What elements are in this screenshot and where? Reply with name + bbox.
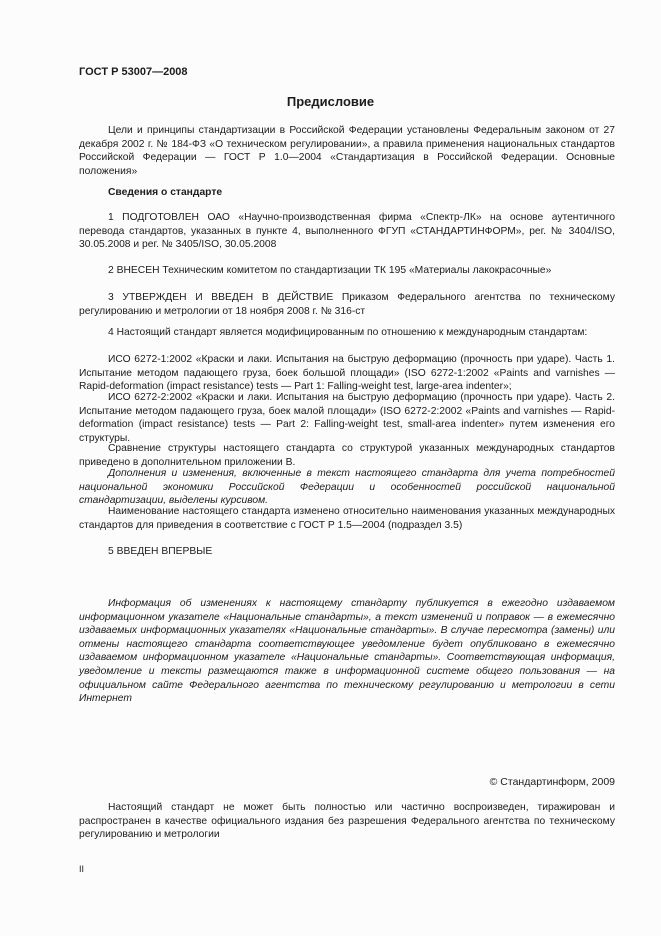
item-1: 1 ПОДГОТОВЛЕН ОАО «Научно-производственная фирма «Спектр-ЛК» на основе аутентичного перевода стандартов, указанных в пункте 4, выполненного ФГУП «СТАНДАРТИНФОРМ», рег. № 3404/ISO, 30.05.2008 и рег. № 3405/ISO, 30.05.2008 [79, 212, 615, 251]
document-header: ГОСТ Р 53007—2008 [79, 66, 188, 78]
item-4-iso-2: ИСО 6272-2:2002 «Краски и лаки. Испытания на быструю деформацию (прочность при ударе). Часть 2. Испытание методом падающего груза, боек малой площади» (ISO 6272-2:2002 «Paints and varnishes — Rapid-deformation (impact resistance) tests — Part 2: Falling-weight test, small-area indenter» путем изменения его структуры. [79, 392, 615, 444]
item-5: 5 ВВЕДЕН ВПЕРВЫЕ [108, 546, 213, 557]
page-title: Предисловие [286, 94, 375, 109]
section-title: Сведения о стандарте [108, 187, 223, 198]
page-number: II [79, 864, 85, 874]
item-2: 2 ВНЕСЕН Техническим комитетом по стандартизации ТК 195 «Материалы лакокрасочные» [108, 265, 552, 276]
intro-paragraph: Цели и принципы стандартизации в Российской Федерации установлены Федеральным законом от 27 декабря 2002 г. № 184-ФЗ «О техническом регулировании», а правила применения национальных стандартов Российской Федерации — ГОСТ Р 1.0—2004 «Стандартизация в Российской Федерации. Основные положения» [79, 125, 615, 177]
item-4: 4 Настоящий стандарт является модифицированным по отношению к международным стандартам: [108, 327, 588, 338]
changes-info-notice: Информация об изменениях к настоящему стандарту публикуется в ежегодно издаваемом информационном указателе «Национальные стандарты», а текст изменений и поправок — в ежемесячно издаваемых информационных указателях «Национальные стандарты». В случае пересмотра (замены) или отмены настоящего стандарта соответствующее уведомление будет опубликовано в ежемесячно издаваемом информационном указателе «Национальные стандарты». Соответствующая информация, уведомление и тексты размещаются также в информационной системе общего пользования — на официальном сайте Федерального агентства по техническому регулированию и метрологии в сети Интернет [79, 598, 615, 705]
item-4-comparison: Сравнение структуры настоящего стандарта со структурой указанных международных стандартов приведено в дополнительном приложении В. [79, 443, 615, 468]
item-4-naming: Наименование настоящего стандарта изменено относительно наименования указанных международных стандартов для приведения в соответствие с ГОСТ Р 1.5—2004 (подраздел 3.5) [79, 506, 615, 531]
rights-notice: Настоящий стандарт не может быть полностью или частично воспроизведен, тиражирован и распространен в качестве официального издания без разрешения Федерального агентства по техническому регулированию и метрологии [79, 802, 615, 841]
copyright-line: © Стандартинформ, 2009 [489, 776, 615, 788]
item-4-additions: Дополнения и изменения, включенные в текст настоящего стандарта для учета потребностей национальной экономики Российской Федерации и особенностей российской национальной стандартизации, выделены курсивом. [79, 468, 615, 507]
item-4-iso-1: ИСО 6272-1:2002 «Краски и лаки. Испытания на быструю деформацию (прочность при ударе). Часть 1. Испытание методом падающего груза, боек большой площади» (ISO 6272-1:2002 «Paints and varnishes — Rapid-deformation (impact resistance) tests — Part 1: Falling-weight test, large-area indenter»; [79, 354, 615, 393]
item-3: 3 УТВЕРЖДЕН И ВВЕДЕН В ДЕЙСТВИЕ Приказом Федерального агентства по техническому регулированию и метрологии от 18 ноября 2008 г. № 316-ст [79, 292, 615, 317]
